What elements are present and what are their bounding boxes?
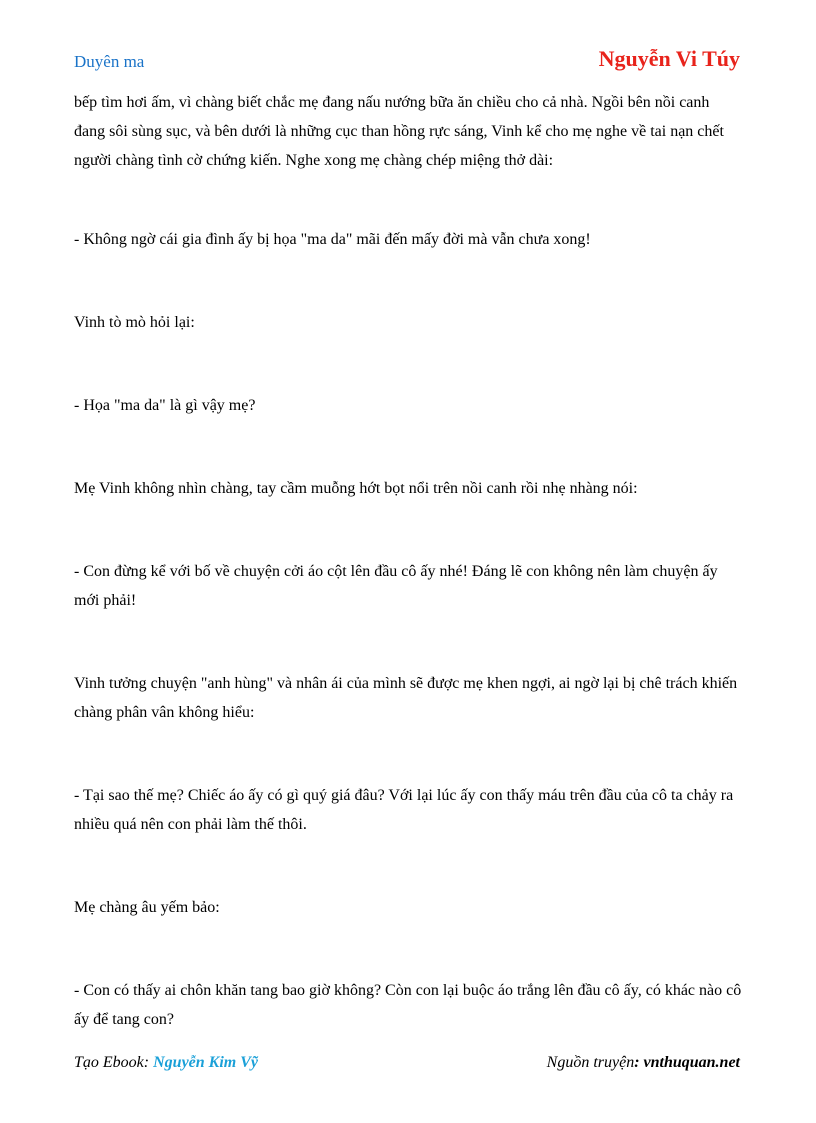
book-title: Duyên ma bbox=[74, 52, 145, 71]
paragraph: Mẹ chàng âu yếm bảo: bbox=[74, 899, 220, 916]
ebook-creator-name: Nguyễn Kim Vỹ bbox=[153, 1054, 258, 1071]
source-label: Nguồn truyện bbox=[546, 1054, 635, 1071]
paragraph: Mẹ Vinh không nhìn chàng, tay cầm muỗng hớt bọt nổi trên nồi canh rồi nhẹ nhàng nói: bbox=[74, 480, 638, 497]
author-name: Nguyễn Vi Túy bbox=[598, 46, 740, 71]
paragraph: - Con có thấy ai chôn khăn tang bao giờ không? Còn con lại buộc áo trắng lên đầu cô ấy, có khác nào cô ấy để tang con? bbox=[74, 982, 742, 1028]
paragraph: Vinh tưởng chuyện "anh hùng" và nhân ái của mình sẽ được mẹ khen ngợi, ai ngờ lại bị chê trách khiến chàng phân vân không hiểu: bbox=[74, 675, 738, 721]
page-header bbox=[74, 44, 740, 80]
source-separator: : bbox=[634, 1054, 644, 1071]
paragraph: - Họa "ma da" là gì vậy mẹ? bbox=[74, 397, 256, 414]
source-site[interactable]: vnthuquan.net bbox=[643, 1054, 740, 1071]
paragraph: - Tại sao thế mẹ? Chiếc áo ấy có gì quý giá đâu? Với lại lúc ấy con thấy máu trên đầu của cô ta chảy ra nhiều quá nên con phải làm thế thôi. bbox=[74, 787, 734, 833]
paragraph: Vinh tò mò hỏi lại: bbox=[74, 314, 195, 331]
paragraph: - Không ngờ cái gia đình ấy bị họa "ma da" mãi đến mấy đời mà vẫn chưa xong! bbox=[74, 231, 591, 248]
page-footer bbox=[74, 1054, 740, 1078]
ebook-label: Tạo Ebook bbox=[74, 1054, 144, 1071]
paragraph: bếp tìm hơi ấm, vì chàng biết chắc mẹ đang nấu nướng bữa ăn chiều cho cả nhà. Ngồi bên nồi canh đang sôi sùng sục, và bên dưới là những cục than hồng rực sáng, Vinh kể cho mẹ nghe về tai nạn chết người chàng tình cờ chứng kiến. Nghe xong mẹ chàng chép miệng thở dài: bbox=[74, 94, 724, 169]
story-text bbox=[74, 88, 742, 1088]
ebook-separator: : bbox=[143, 1054, 154, 1071]
paragraph: - Con đừng kể với bố về chuyện cởi áo cột lên đầu cô ấy nhé! Đáng lẽ con không nên làm chuyện ấy mới phải! bbox=[74, 563, 718, 609]
ebook-credit bbox=[74, 1054, 258, 1072]
source-credit bbox=[547, 1054, 740, 1072]
